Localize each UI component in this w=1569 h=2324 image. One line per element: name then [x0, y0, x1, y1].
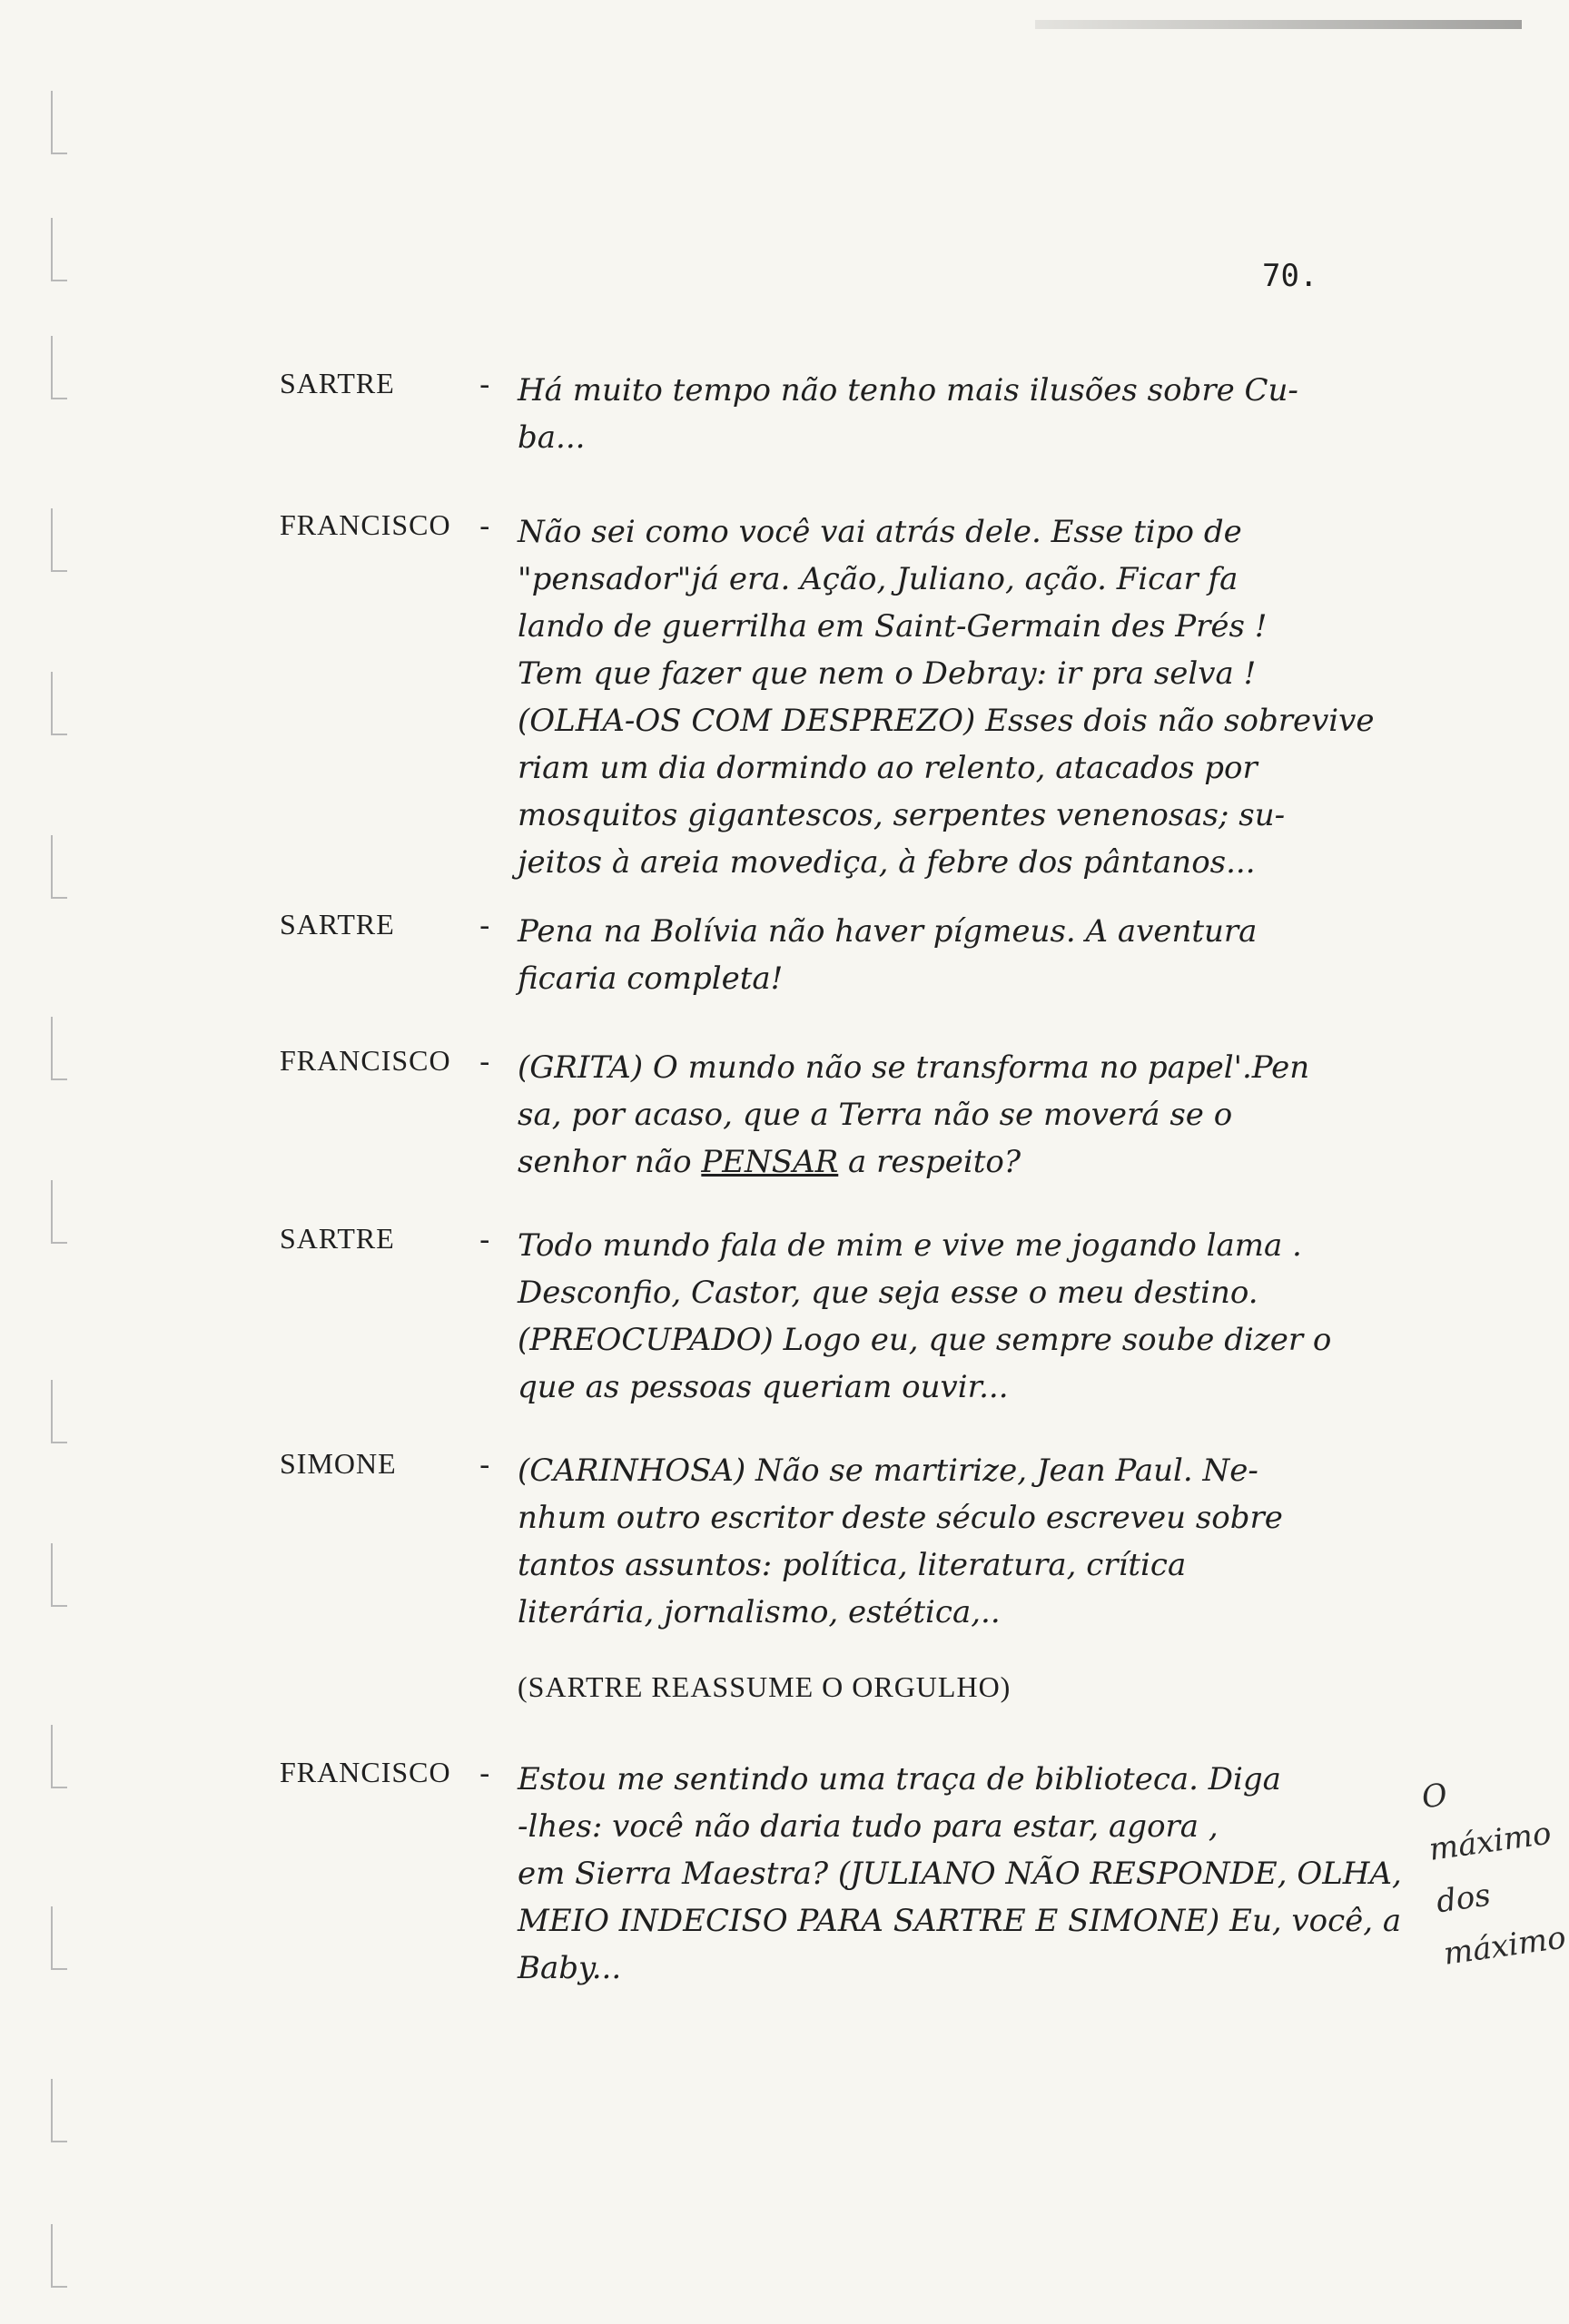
- speech-line: Todo mundo fala de mim e vive me jogando lama .: [518, 1227, 1302, 1264]
- speech-line: Pena na Bolívia não haver pígmeus. A aventura: [518, 913, 1258, 950]
- handwritten-margin-note: [1418, 1758, 1569, 1981]
- speech-line: ficaria completa!: [518, 960, 784, 997]
- speech-line: Estou me sentindo uma traça de biblioteca. Diga: [518, 1761, 1281, 1797]
- speech-line: mosquitos gigantescos, serpentes venenosas; su-: [518, 797, 1286, 833]
- speaker-name: FRANCISCO: [280, 508, 451, 541]
- speech-line: (PREOCUPADO) Logo eu, que sempre soube dizer o: [518, 1322, 1332, 1358]
- speech-line-with-underlined-word: senhor não PENSAR a respeito?: [518, 1144, 1021, 1180]
- speech-line: MEIO INDECISO PARA SARTRE E SIMONE) Eu, você, a: [518, 1903, 1402, 1939]
- dialogue-dash: -: [479, 908, 490, 944]
- speech-line: Baby...: [518, 1950, 622, 1986]
- dialogue-dash: -: [479, 508, 490, 545]
- speech-line: sa, por acaso, que a Terra não se moverá se o: [518, 1097, 1233, 1133]
- page-number: 70.: [1262, 258, 1318, 294]
- speech-line: "pensador"já era. Ação, Juliano, ação. Ficar fa: [518, 561, 1238, 597]
- speech-line: riam um dia dormindo ao relento, atacados por: [518, 750, 1258, 786]
- speech-text: [518, 367, 1371, 461]
- binding-marks: [33, 36, 96, 2288]
- speech-line: jeitos à areia movediça, à febre dos pântanos...: [518, 844, 1256, 881]
- speech-line: lando de guerrilha em Saint-Germain des Prés !: [518, 608, 1268, 645]
- scan-edge-shadow: [1035, 20, 1522, 29]
- speech-line: Tem que fazer que nem o Debray: ir pra selva !: [518, 655, 1257, 692]
- speech-text: [518, 1447, 1371, 1636]
- speech-line: (OLHA-OS COM DESPREZO) Esses dois não sobrevive: [518, 703, 1375, 739]
- speech-line: (GRITA) O mundo não se transforma no papel'.Pen: [518, 1049, 1310, 1086]
- speaker-name: FRANCISCO: [280, 1756, 451, 1788]
- speech-text: [518, 1222, 1371, 1411]
- speech-line: que as pessoas queriam ouvir...: [518, 1369, 1009, 1405]
- speaker-name: SARTRE: [280, 908, 395, 940]
- speech-text: [518, 1756, 1402, 1992]
- speech-line: Desconfio, Castor, que seja esse o meu destino.: [518, 1275, 1258, 1311]
- speech-line: Há muito tempo não tenho mais ilusões sobre Cu-: [518, 372, 1298, 409]
- speech-line: -lhes: você não daria tudo para estar, agora ,: [518, 1808, 1219, 1845]
- margin-note-line: dos máximo: [1434, 1876, 1569, 1973]
- dialogue-dash: -: [479, 1756, 490, 1792]
- margin-note-line: O máximo: [1419, 1777, 1554, 1868]
- speech-line: ba...: [518, 419, 586, 456]
- speech-line: nhum outro escritor deste século escreveu sobre: [518, 1500, 1283, 1536]
- dialogue-dash: -: [479, 1447, 490, 1483]
- speech-line: (CARINHOSA) Não se martirize, Jean Paul. Ne-: [518, 1452, 1258, 1489]
- speech-text: [518, 908, 1371, 1002]
- speech-line: tantos assuntos: política, literatura, crítica: [518, 1547, 1187, 1583]
- speech-line: Não sei como você vai atrás dele. Esse tipo de: [518, 514, 1242, 550]
- speech-line: em Sierra Maestra? (JULIANO NÃO RESPONDE, OLHA,: [518, 1856, 1402, 1892]
- stage-direction: (SARTRE REASSUME O ORGULHO): [518, 1670, 1011, 1703]
- dialogue-dash: -: [479, 1044, 490, 1080]
- speaker-name: SIMONE: [280, 1447, 397, 1480]
- speech-text: [518, 1044, 1371, 1186]
- speaker-name: SARTRE: [280, 367, 395, 399]
- speaker-name: SARTRE: [280, 1222, 395, 1255]
- speaker-name: FRANCISCO: [280, 1044, 451, 1077]
- dialogue-dash: -: [479, 1222, 490, 1258]
- speech-text: [518, 508, 1375, 886]
- speech-line: literária, jornalismo, estética,..: [518, 1594, 1001, 1630]
- dialogue-dash: -: [479, 367, 490, 403]
